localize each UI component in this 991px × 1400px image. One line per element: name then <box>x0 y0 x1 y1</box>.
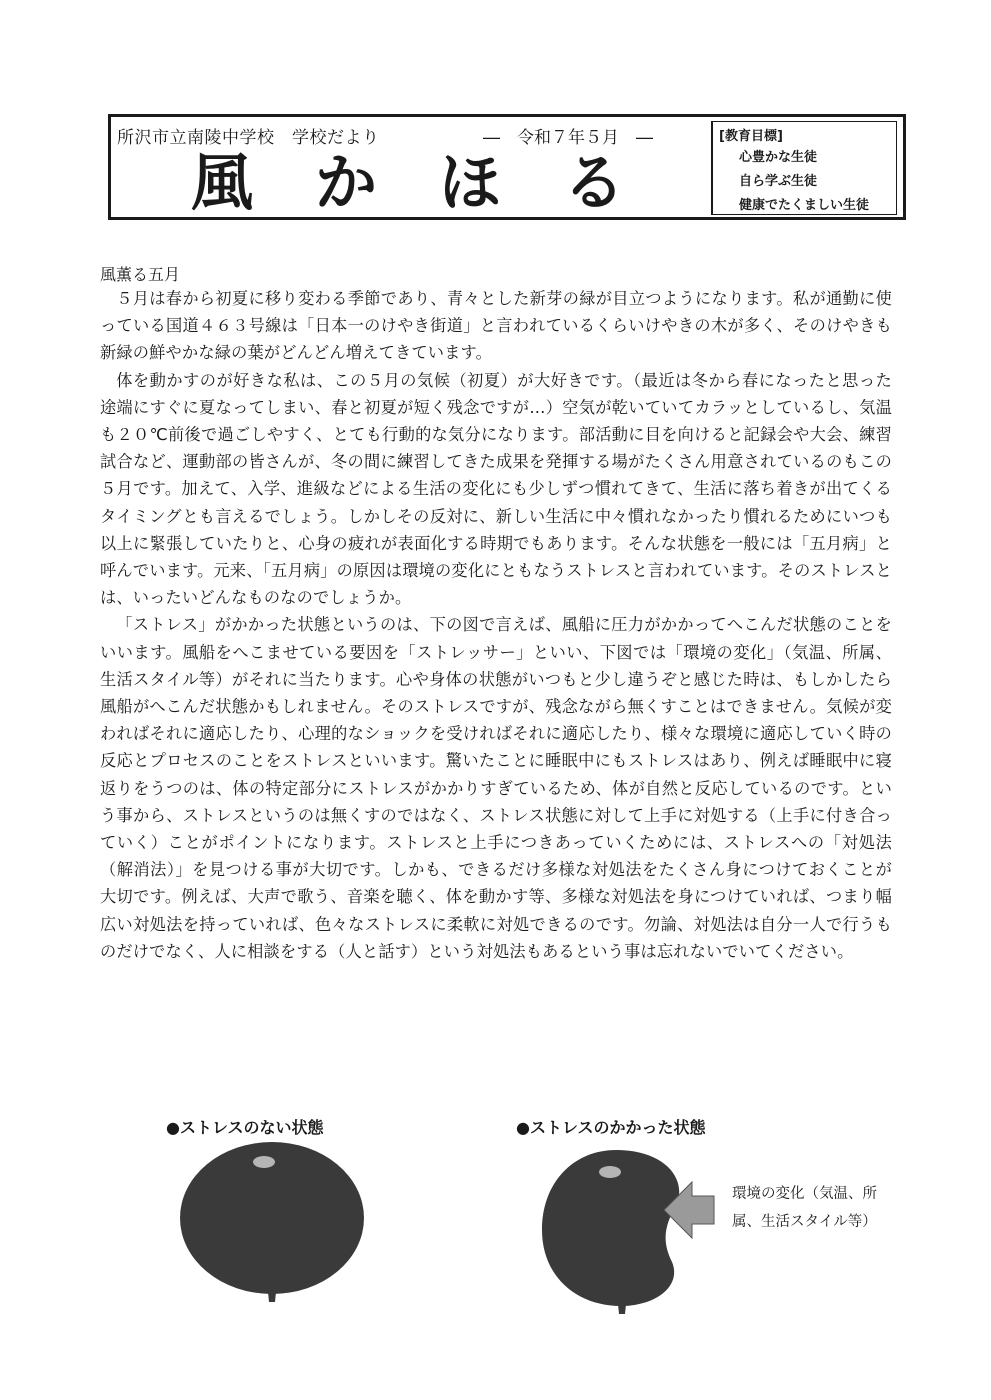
goal-item: 自ら学ぶ生徒 <box>739 174 818 189</box>
education-goals-box <box>711 121 897 215</box>
newsletter-header <box>108 114 906 220</box>
balloon-knot <box>618 1304 626 1314</box>
school-name: 所沢市立南陵中学校 学校だより <box>117 128 380 148</box>
article-title: 風薫る五月 <box>100 265 181 284</box>
paragraph: 体を動かすのが好きな私は、この５月の気候（初夏）が大好きです。（最近は冬から春になったと思った途端にすぐに夏なってしまい、春と初夏が短く残念ですが…）空気が乾いていてカラッとしているし、気温も２０℃前後で過ごしやすく、とても行動的な気分になります。部活動に目を向けると記録会や大会、練習試合など、運動部の皆さんが、冬の間に練習してきた成果を発揮する場がたくさん用意されているのもこの５月です。加えて、入学、進級などによる生活の変化にも少しずつ慣れてきて、生活に落ち着きが出てくるタイミングとも言えるでしょう。しかしその反対に、新しい生活に中々慣れなかったり慣れるためにいつも以上に緊張していたりと、心身の疲れが表面化する時期でもあります。そんな状態を一般には「五月病」と呼んでいます。元来、「五月病」の原因は環境の変化にともなうストレスと言われています。そのストレスとは、いったいどんなものなのでしょうか。 <box>100 370 892 608</box>
goals-title: [教育目標] <box>719 129 783 144</box>
goal-item: 心豊かな生徒 <box>739 150 818 165</box>
paragraph: 「ストレス」がかかった状態というのは、下の図で言えば、風船に圧力がかかってへこんだ状態のことをいいます。風船をへこませている要因を「ストレッサー」といい、下図では「環境の変化」（気温、所属、生活スタイル等）がそれに当たります。心や身体の状態がいつもと少し違うぞと感じた時は、もしかしたら風船がへこんだ状態かもしれません。そのストレスですが、残念ながら無くすことはできません。気候が変わればそれに適応したり、心理的なショックを受ければそれに適応したり、様々な環境に適応していく時の反応とプロセスのことをストレスといいます。驚いたことに睡眠中にもストレスはあり、例えば睡眠中に寝返りをうつのは、体の特定部分にストレスがかかりすぎているため、体が自然と反応しているのです。という事から、ストレスというのは無くすのではなく、ストレス状態に対して上手に対処する（上手に付き合っていく）ことがポイントになります。ストレスと上手につきあっていくためには、ストレスへの「対処法（解消法）」を見つける事が大切です。しかも、できるだけ多様な対処法をたくさん身につけておくことが大切です。例えば、大声で歌う、音楽を聴く、体を動かす等、多様な対処法を身につけていれば、つまり幅広い対処法を持っていれば、色々なストレスに柔軟に対処できるのです。勿論、対処法は自分一人で行うものだけでなく、人に相談をする（人と話す）という対処法もあるという事は忘れないでいてください。 <box>100 615 892 961</box>
stressor-label: 環境の変化（気温、所属、生活スタイル等） <box>732 1186 877 1230</box>
paragraph: ５月は春から初夏に移り変わる季節であり、青々とした新芽の緑が目立つようになります。私が通勤に使っている国道４６３号線は「日本一のけやき街道」と言われているくらいけやきの木が多く、そのけやきも新緑の鮮やかな緑の葉がどんどん増えてきています。 <box>100 289 892 363</box>
article-body <box>100 285 892 965</box>
balloon-dented-illustration <box>536 1146 726 1316</box>
masthead-title: 風かほる <box>191 146 688 219</box>
balloon-normal-illustration <box>172 1138 372 1308</box>
balloon-knot <box>268 1292 276 1302</box>
issue-date: ― 令和７年５月 ― <box>483 128 653 148</box>
balloon-highlight <box>599 1166 621 1178</box>
goal-item: 健康でたくましい生徒 <box>739 198 870 213</box>
caption-no-stress: ●ストレスのない状態 <box>166 1118 324 1137</box>
balloon-highlight <box>253 1156 275 1168</box>
caption-with-stress: ●ストレスのかかった状態 <box>516 1118 706 1137</box>
